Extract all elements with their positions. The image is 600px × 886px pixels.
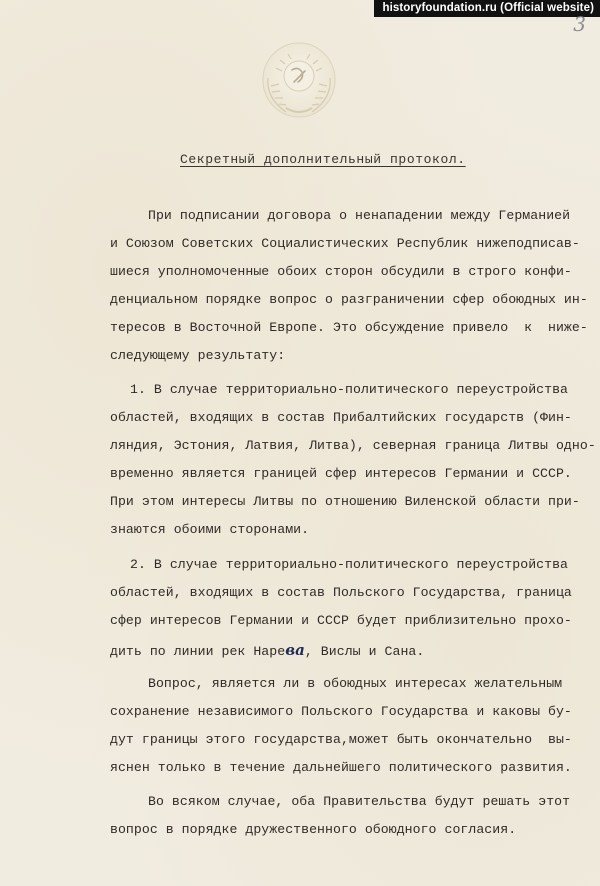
clause-1-line: временно является границей сфер интересов Германии и СССР. xyxy=(110,466,572,481)
ussr-emblem-icon xyxy=(258,38,340,120)
source-watermark: historyfoundation.ru (Official website) xyxy=(374,0,600,17)
text-line: Вопрос, является ли в обоюдных интересах желательным xyxy=(148,676,563,691)
clause-1-line: 1. В случае территориально-политического переустройства xyxy=(130,382,569,397)
clause-1-line: При этом интересы Литвы по отношению Виленской области при- xyxy=(110,494,580,509)
text-line: следующему результату: xyxy=(110,348,286,363)
clause-1-line: ляндия, Эстония, Латвия, Литва), северная граница Литвы одно- xyxy=(110,438,596,453)
clause-2-line: 2. В случае территориально-политического переустройства xyxy=(130,557,569,572)
document-title: Секретный дополнительный протокол. xyxy=(180,152,466,167)
text-line: вопрос в порядке дружественного обоюдного согласия. xyxy=(110,822,517,837)
clause-1-line: областей, входящих в состав Прибалтийских государств (Фин- xyxy=(110,410,572,425)
text-line: и Союзом Советских Социалистических Республик нижеподписав- xyxy=(110,236,580,251)
clause-2-line: областей, входящих в состав Польского Государства, граница xyxy=(110,585,572,600)
clause-2-rivers-line xyxy=(110,641,424,659)
text-line: сохранение независимого Польского Государства и каковы бу- xyxy=(110,704,572,719)
handwritten-correction: ва xyxy=(285,641,305,659)
text-line: тересов в Восточной Европе. Это обсуждение привело к ниже- xyxy=(110,320,588,335)
text-line: яснен только в течение дальнейшего политического развития. xyxy=(110,760,572,775)
text-line: дут границы этого государства,может быть окончательно вы- xyxy=(110,732,572,747)
text-line: Во всяком случае, оба Правительства будут решать этот xyxy=(148,794,571,809)
text-line: шиеся уполномоченные обоих сторон обсудили в строго конфи- xyxy=(110,264,572,279)
text-line: денциальном порядке вопрос о разграничении сфер обоюдных ин- xyxy=(110,292,588,307)
clause-2-line: сфер интересов Германии и СССР будет приблизительно прохо- xyxy=(110,613,572,628)
clause-1-line: знаются обоими сторонами. xyxy=(110,522,310,537)
rivers-text-after: , Вислы и Сана. xyxy=(304,644,425,659)
rivers-text-before: дить по линии рек Наре xyxy=(110,644,286,659)
page-number: 3 xyxy=(573,12,586,36)
text-line: При подписании договора о ненападении между Германией xyxy=(148,208,571,223)
